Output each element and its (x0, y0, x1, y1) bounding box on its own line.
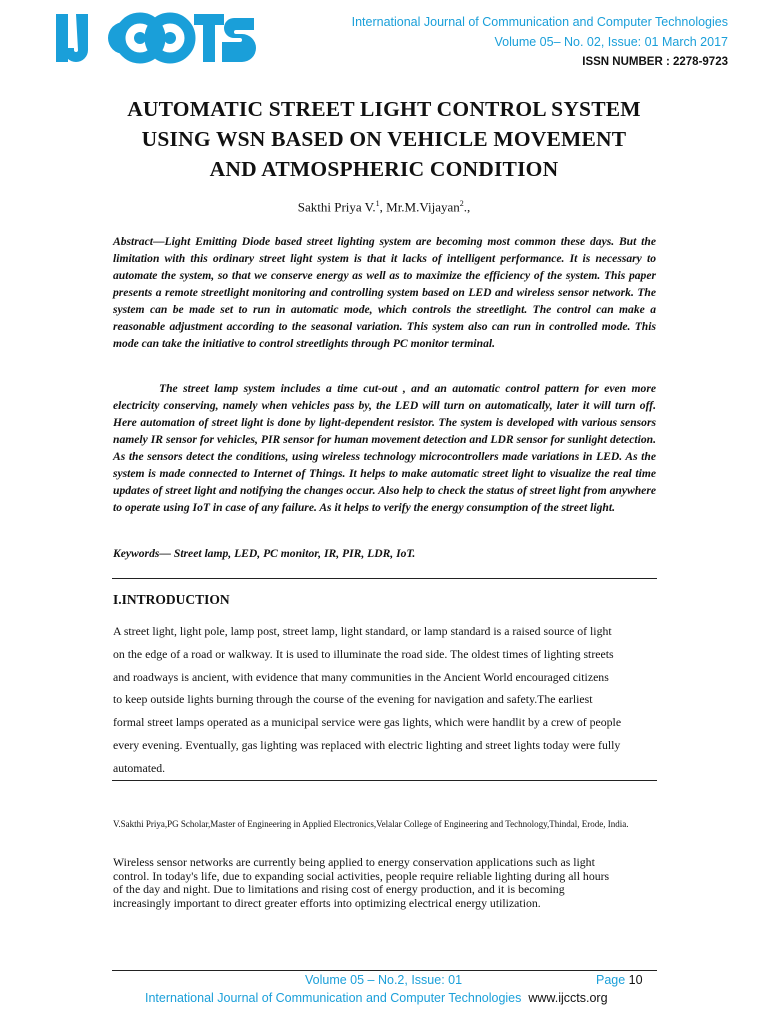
footer-divider (112, 970, 657, 971)
journal-name: International Journal of Communication and Computer Technologies (351, 15, 728, 29)
footer-journal (145, 991, 608, 1005)
introduction-text: A street light, light pole, lamp post, street lamp, light standard, or lamp standard is a raised source of light on the edge of a road or walkway. It is used to illuminate the road side. The oldest times of lighting streets and roadways is ancient, with evidence that many communities in the Ancient World encouraged citizens to keep outside lights burning through the course of the evening for navigation and safety.The earliest formal street lamps operated as a municipal service were gas lights, which were handlit by a crew of people every evening. Eventually, gas lighting was replaced with electric lighting and street lights today were fully automated. (113, 624, 622, 775)
journal-logo (54, 8, 258, 70)
title-line: AUTOMATIC STREET LIGHT CONTROL SYSTEM (127, 97, 641, 121)
abstract: Abstract—Light Emitting Diode based street lighting system are becoming most common these days. But the limitation with this ordinary street light system is that it lacks of intelligent performance. It is necessary to automate the system, so that we conserve energy as well as to maximize the efficiency of the system. This paper presents a remote streetlight monitoring and controlling system based on LED and wireless sensor network. The system can be made set to run in automatic mode, which controls the streetlight. The control can make a reasonable adjustment according to the seasonal variation. This system also can run in controlled mode. This mode can take the initiative to control streetlights through PC monitor terminal. (113, 235, 657, 350)
body-paragraph: Wireless sensor networks are currently being applied to energy conservation applications such as light control. In today's life, due to expanding social activities, people require reliable lighting during all hours of the day and night. Due to limitations and rising cost of energy production, and it is becoming increasingly important to direct greater efforts into optimizing electrical energy utilization. (113, 855, 610, 910)
title-line: AND ATMOSPHERIC CONDITION (209, 157, 559, 181)
page-label: Page (596, 973, 629, 987)
section-heading: I.INTRODUCTION (113, 592, 230, 607)
journal-header (352, 12, 728, 72)
volume-info: Volume 05– No. 02, Issue: 01 March 2017 (494, 35, 728, 49)
paper-title (60, 94, 708, 184)
footer-journal-name: International Journal of Communication and Computer Technologies (145, 991, 522, 1005)
author-name: Mr.M.Vijayan (386, 199, 460, 215)
page-number-value: 10 (628, 973, 643, 987)
footer-volume: Volume 05 – No.2, Issue: 01 (305, 973, 463, 987)
author-affiliation-mark: 1 (375, 199, 380, 208)
authors: Sakthi Priya V.$^1$, Mr.M.Vijayan$^2$., (297, 199, 471, 215)
page-number (596, 973, 643, 987)
title-line: USING WSN BASED ON VEHICLE MOVEMENT (141, 127, 627, 151)
abstract-paragraph-2: The street lamp system includes a time cut-out , and an automatic control pattern for even more electricity conserving, namely when vehicles pass by, the LED will turn on automatically, later it will turn off. Here automation of street light is done by light-dependent resistor. The system is developed with various sensors namely IR sensor for vehicles, PIR sensor for human movement detection and LDR sensor for sunlight detection. As the sensors detect the conditions, using wireless technology microcontrollers made variations in LED. As the system is made connected to Internet of Things. It helps to make automatic street light to visualize the real time updates of street light and notifying the changes occur. Also help to check the status of street light from anywhere to operate using IoT in case of any failure. As it helps to verify the energy consumption of the street light. (113, 382, 656, 514)
divider (112, 780, 657, 781)
keywords: Keywords— Street lamp, LED, PC monitor, IR, PIR, LDR, IoT. (113, 547, 416, 560)
ijccts-logo-icon (54, 8, 258, 70)
divider (112, 578, 657, 579)
issn-number: ISSN NUMBER : 2278-9723 (582, 56, 728, 68)
author-footnote: V.Sakthi Priya,PG Scholar,Master of Engineering in Applied Electronics,Velalar College of Engineering and Technology,Thindal, Erode, India. (113, 819, 629, 829)
author-name: Sakthi Priya V. (297, 199, 376, 215)
journal-url[interactable]: www.ijccts.org (528, 991, 608, 1005)
author-affiliation-mark: 2 (459, 199, 464, 208)
